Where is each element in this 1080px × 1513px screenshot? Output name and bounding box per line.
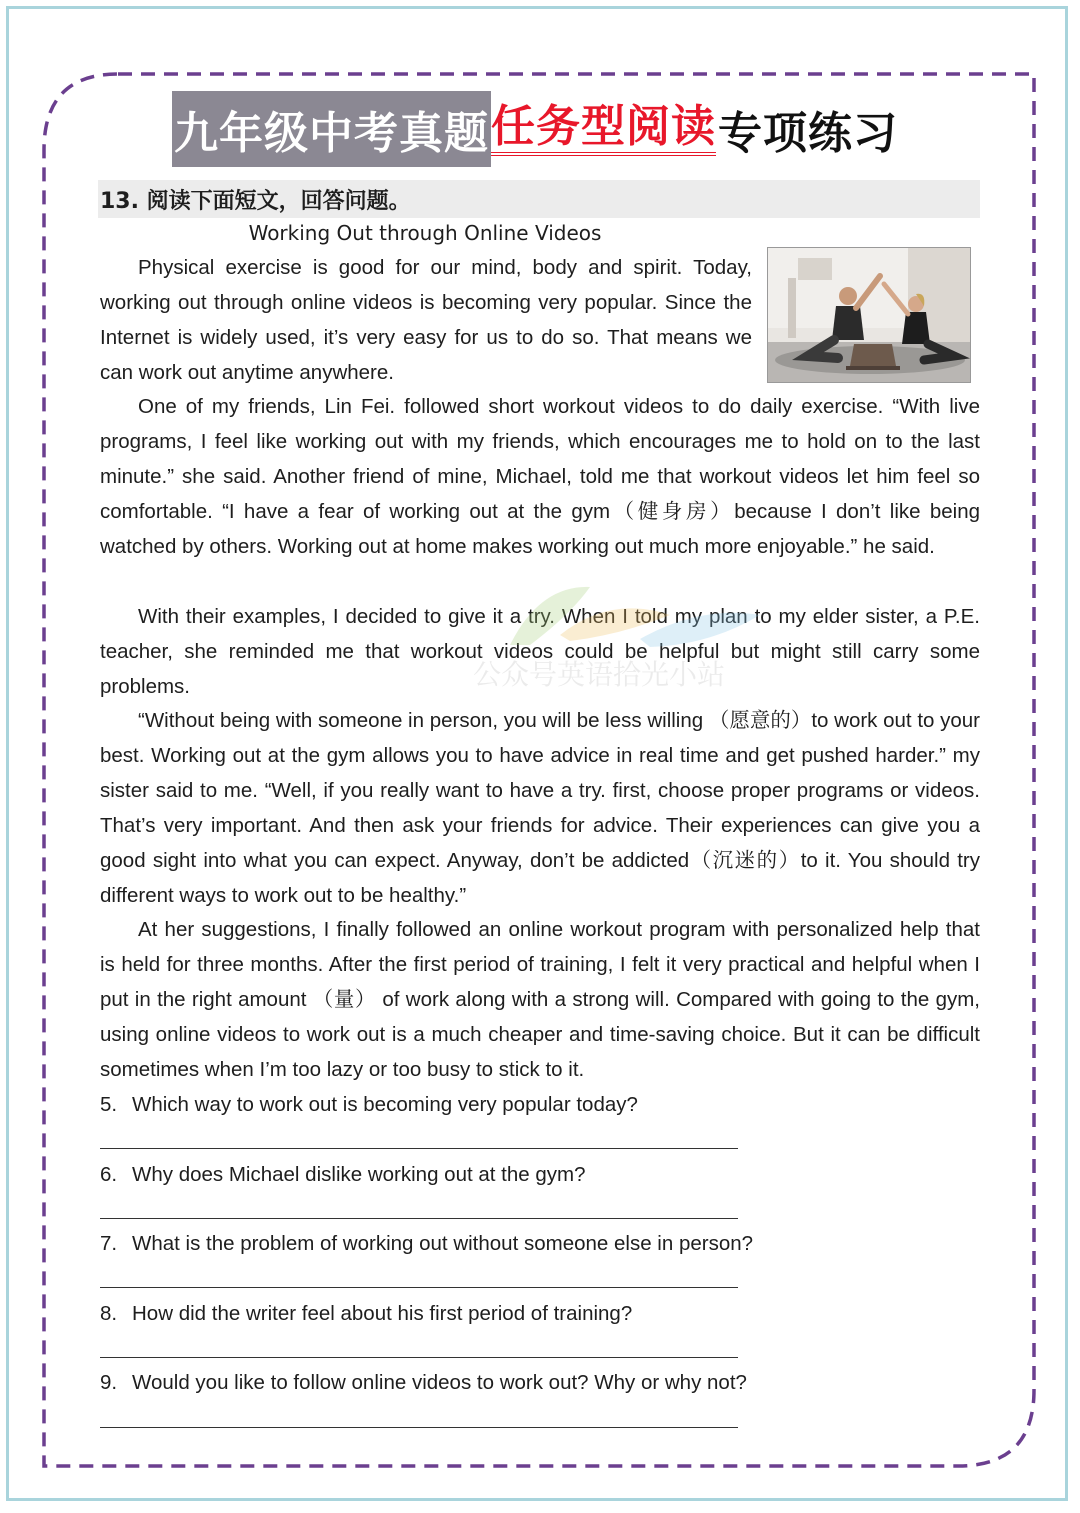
answer-line-8[interactable] xyxy=(100,1357,738,1358)
watermark-text: 公众号英语拾光小站 xyxy=(473,658,726,691)
answer-line-5[interactable] xyxy=(100,1148,738,1149)
passage-title: Working Out through Online Videos xyxy=(248,221,602,245)
title-part-task: 任务型阅读 xyxy=(491,102,716,157)
paragraph-2: One of my friends, Lin Fei. followed short workout videos to do daily exercise. “With live programs, I feel like working out with my friends, which encourages me to hold on to the last minute.” she said. Another friend of mine, Michael, told me that workout videos let him feel so comfortable. “I have a fear of working out at the gym（健身房）because I don’t like being watched by others. Working out at home makes working out much more enjoyable.” he said. xyxy=(100,395,980,558)
title-part-practice: 专项练习 xyxy=(718,108,898,159)
question-header: 13. 阅读下面短文，回答问题。 xyxy=(98,180,980,218)
page-title xyxy=(172,90,898,168)
answer-line-6[interactable] xyxy=(100,1218,738,1219)
paragraph-1: Physical exercise is good for our mind, body and spirit. Today, working out through online videos is becoming very popular. Since the Internet is widely used, it’s very easy for us to do so. That means we can work out anytime anywhere. xyxy=(100,256,752,384)
title-part-grade: 九年级中考真题 xyxy=(172,91,491,167)
paragraph-4: “Without being with someone in person, you will be less willing （愿意的）to work out to your best. Working out at the gym allows you to have advice in real time and get pushed harder.” my sister said to me. “Well, if you really want to have a try. first, choose proper programs or videos. That’s very important. And then ask your friends for advice. Their experiences can give you a good sight into what you can expect. Anyway, don’t be addicted（沉迷的）to it. You should try different ways to work out to be healthy.” xyxy=(100,709,980,907)
paragraph-3: With their examples, I decided to give it a try. When I told my plan to my elder sister, a P.E. teacher, she reminded me that workout videos could be helpful but might still carry some problems. xyxy=(100,605,980,698)
workout-photo xyxy=(767,247,971,383)
paragraph-5: At her suggestions, I finally followed an online workout program with personalized help that is held for three months. After the first period of training, I felt it very practical and helpful when I put in the right amount （量） of work along with a strong will. Compared with going to the gym, using online videos to work out is a much cheaper and time-saving choice. But it can be difficult sometimes when I’m too lazy or too busy to stick to it. xyxy=(100,918,980,1081)
question-6: 6. Why does Michael dislike working out at the gym? xyxy=(100,1163,586,1186)
question-5: 5. Which way to work out is becoming very popular today? xyxy=(100,1093,638,1116)
answer-line-9[interactable] xyxy=(100,1427,738,1428)
question-8: 8. How did the writer feel about his first period of training? xyxy=(100,1302,633,1325)
answer-line-7[interactable] xyxy=(100,1287,738,1288)
question-9: 9. Would you like to follow online videos to work out? Why or why not? xyxy=(100,1371,747,1394)
question-7: 7. What is the problem of working out without someone else in person? xyxy=(100,1232,754,1255)
